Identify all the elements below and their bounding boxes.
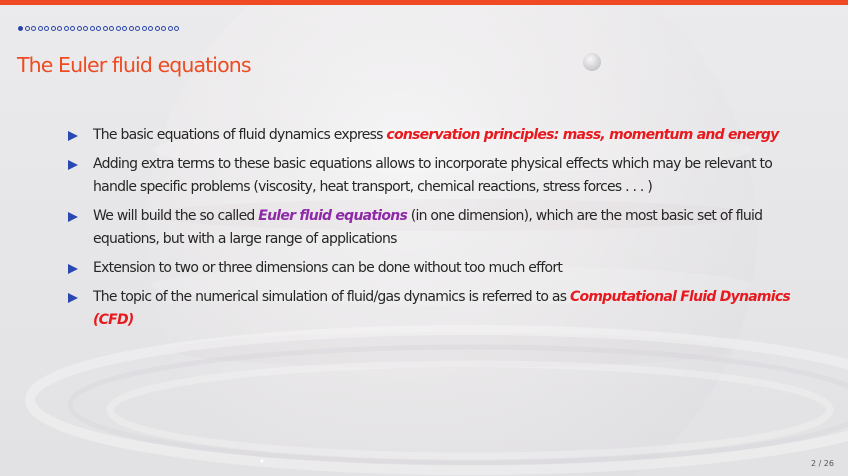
nav-dot[interactable] xyxy=(174,26,179,31)
nav-dot[interactable] xyxy=(161,26,166,31)
bullet-text: Adding extra terms to these basic equations allows to incorporate physical effects which may be relevant to handle specific problems (viscosity, heat transport, chemical reactions, stress forces . . . ) xyxy=(93,156,773,195)
triangle-bullet-icon xyxy=(68,264,78,274)
nav-dot[interactable] xyxy=(77,26,82,31)
frame-navigation-dots[interactable] xyxy=(18,24,179,32)
triangle-bullet-icon xyxy=(68,212,78,222)
nav-dot[interactable] xyxy=(57,26,62,31)
top-accent-bar xyxy=(0,0,848,5)
nav-dot[interactable] xyxy=(116,26,121,31)
bullet-item xyxy=(68,257,803,280)
bullet-text: Extension to two or three dimensions can be done without too much effort xyxy=(93,260,563,276)
emphasized-text: Euler fluid equations xyxy=(258,208,408,224)
nav-dot[interactable] xyxy=(25,26,30,31)
bullet-item xyxy=(68,124,803,147)
frame-title: The Euler fluid equations xyxy=(17,53,251,77)
bullet-item xyxy=(68,286,803,332)
nav-dot[interactable] xyxy=(168,26,173,31)
nav-dot[interactable] xyxy=(135,26,140,31)
moon-shape xyxy=(583,53,601,71)
emphasized-text: Computational Fluid Dynamics (CFD) xyxy=(93,289,790,328)
small-star-shape xyxy=(260,459,263,462)
bullet-list xyxy=(68,124,803,338)
nav-dot[interactable] xyxy=(18,26,23,31)
bullet-text: (in one dimension), which are the most basic set of fluid equations, but with a large range of applications xyxy=(93,208,763,247)
bullet-item xyxy=(68,153,803,199)
bullet-text: The topic of the numerical simulation of fluid/gas dynamics is referred to as xyxy=(93,289,570,305)
nav-dot[interactable] xyxy=(64,26,69,31)
nav-dot[interactable] xyxy=(31,26,36,31)
triangle-bullet-icon xyxy=(68,293,78,303)
bullet-item xyxy=(68,205,803,251)
nav-dot[interactable] xyxy=(51,26,56,31)
nav-dot[interactable] xyxy=(142,26,147,31)
nav-dot[interactable] xyxy=(44,26,49,31)
nav-dot[interactable] xyxy=(96,26,101,31)
nav-dot[interactable] xyxy=(155,26,160,31)
nav-dot[interactable] xyxy=(109,26,114,31)
nav-dot[interactable] xyxy=(70,26,75,31)
nav-dot[interactable] xyxy=(122,26,127,31)
nav-dot[interactable] xyxy=(38,26,43,31)
page-number: 2 / 26 xyxy=(810,459,834,468)
nav-dot[interactable] xyxy=(90,26,95,31)
triangle-bullet-icon xyxy=(68,160,78,170)
nav-dot[interactable] xyxy=(129,26,134,31)
nav-dot[interactable] xyxy=(83,26,88,31)
bullet-text: The basic equations of fluid dynamics express xyxy=(93,127,387,143)
bullet-text: We will build the so called xyxy=(93,208,259,224)
nav-dot[interactable] xyxy=(148,26,153,31)
emphasized-text: conservation principles: mass, momentum and energy xyxy=(386,127,779,143)
nav-dot[interactable] xyxy=(103,26,108,31)
triangle-bullet-icon xyxy=(68,131,78,141)
